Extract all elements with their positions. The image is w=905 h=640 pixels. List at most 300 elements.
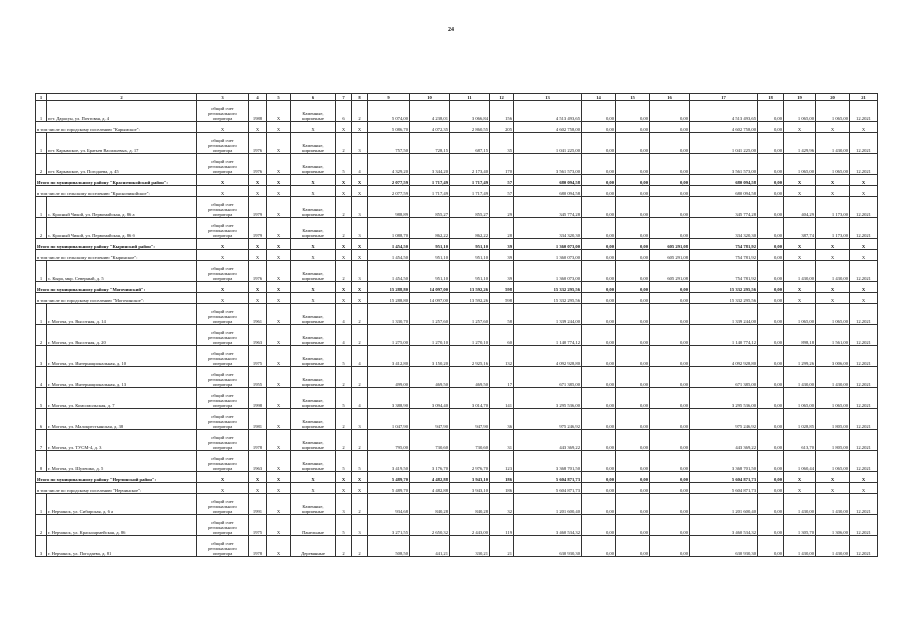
table-cell: 1	[36, 261, 47, 282]
table-cell: 1 065,00	[784, 304, 816, 325]
table-cell: 4 329,20	[368, 154, 410, 175]
subtotal-cell: X	[267, 293, 291, 304]
subtotal-cell: X	[249, 250, 267, 261]
capital-repair-table	[35, 93, 878, 557]
table-cell: 12.2021	[850, 261, 878, 282]
table-cell: 12.2021	[850, 133, 878, 154]
table-cell: 12.2021	[850, 409, 878, 430]
table-cell: 3 094,40	[410, 388, 450, 409]
table-cell: X	[267, 261, 291, 282]
table-cell: 2	[336, 409, 352, 430]
column-number-cell: 10	[410, 94, 450, 101]
table-cell: X	[267, 346, 291, 367]
table-cell: 0,00	[650, 197, 690, 218]
table-cell: Каменные, кирпичные	[291, 218, 336, 239]
table-cell: 0,00	[582, 218, 616, 239]
subtotal-cell: X	[197, 472, 249, 483]
table-cell: 0,00	[616, 304, 650, 325]
table-cell: 8	[36, 451, 47, 472]
table-cell: 0,00	[616, 451, 650, 472]
subtotal-cell: X	[352, 250, 368, 261]
address-cell: г. Могоча, ул. ТУСМ-4, д. 3	[47, 430, 197, 451]
table-cell: 5	[336, 154, 352, 175]
table-cell: 1978	[249, 430, 267, 451]
table-cell: 1 305,70	[784, 515, 816, 536]
column-number-cell: 3	[197, 94, 249, 101]
address-cell: г. Могоча, ул. Высотная, д. 20	[47, 325, 197, 346]
subtotal-cell: 1 717,49	[410, 175, 450, 186]
table-cell: общий счет регионального оператора	[197, 346, 249, 367]
table-cell: X	[267, 409, 291, 430]
table-cell: 0,00	[758, 304, 784, 325]
table-cell: 1976	[249, 261, 267, 282]
table-cell: 0,00	[650, 536, 690, 557]
table-cell: 441,21	[410, 536, 450, 557]
table-cell: 0,00	[582, 133, 616, 154]
table-cell: 0,00	[616, 409, 650, 430]
subtotal-cell: 5 489,70	[368, 472, 410, 483]
house-row	[36, 218, 878, 239]
table-cell: 0,00	[582, 388, 616, 409]
table-cell: 947,90	[450, 409, 490, 430]
table-cell: 1 339 244,00	[690, 304, 758, 325]
table-cell: 1 430,00	[784, 261, 816, 282]
subtotal-cell: 0,00	[650, 472, 690, 483]
column-number-cell: 17	[690, 94, 758, 101]
table-cell: 5	[352, 451, 368, 472]
table-cell: 0,00	[616, 133, 650, 154]
table-cell: 1 430,00	[816, 133, 850, 154]
table-cell: 0,00	[650, 133, 690, 154]
column-number-cell: 8	[352, 94, 368, 101]
subtotal-cell: X	[249, 293, 267, 304]
subtotal-cell: 14 097,00	[410, 293, 450, 304]
table-cell: 1 065,00	[784, 388, 816, 409]
subtotal-cell: 5 604 871,73	[690, 472, 758, 483]
house-row	[36, 430, 878, 451]
table-cell: 1 173,00	[816, 197, 850, 218]
subtotal-cell: 1 360 073,00	[514, 239, 582, 250]
table-cell: 862,22	[450, 218, 490, 239]
table-cell: 4	[336, 325, 352, 346]
table-cell: 1 047,90	[368, 409, 410, 430]
table-cell: Каменные, кирпичные	[291, 430, 336, 451]
subtotal-cell: 680 094,58	[690, 186, 758, 197]
table-cell: 31	[490, 430, 514, 451]
address-cell: г. Нерчинск, ул. Сибирская, д. 6 а	[47, 494, 197, 515]
subtotal-cell: X	[816, 250, 850, 261]
table-cell: 12.2021	[850, 304, 878, 325]
table-cell: 934,68	[368, 494, 410, 515]
subtotal-cell: X	[850, 175, 878, 186]
table-cell: 0,00	[758, 218, 784, 239]
subtotal-label: в том числе по городскому поселению "Могочинское":	[36, 293, 197, 304]
table-cell: 0,00	[650, 325, 690, 346]
table-cell: X	[267, 515, 291, 536]
table-cell: 1 065,00	[816, 154, 850, 175]
address-cell: пгт. Дарасун, ул. Почтовая, д. 4	[47, 101, 197, 122]
table-cell: общий счет регионального оператора	[197, 154, 249, 175]
table-cell: 3	[352, 218, 368, 239]
table-cell: 1 041 225,00	[690, 133, 758, 154]
table-cell: 0,00	[616, 101, 650, 122]
table-cell: 345 774,28	[690, 197, 758, 218]
table-cell: 2 925,16	[450, 346, 490, 367]
table-cell: 951,10	[410, 261, 450, 282]
house-row	[36, 261, 878, 282]
table-cell: 12.2021	[850, 154, 878, 175]
table-cell: 334 320,30	[514, 218, 582, 239]
column-number-cell: 15	[616, 94, 650, 101]
table-cell: 1 065,00	[816, 101, 850, 122]
table-cell: 1 065,00	[816, 451, 850, 472]
subtotal-cell: 15 332 295,56	[690, 293, 758, 304]
table-cell: 1991	[249, 494, 267, 515]
house-row	[36, 515, 878, 536]
table-cell: 1979	[249, 197, 267, 218]
subtotal-cell: X	[291, 175, 336, 186]
address-cell: г. Могоча, ул. Высотная, д. 14	[47, 304, 197, 325]
table-cell: 3 066,84	[450, 101, 490, 122]
table-cell: 3 271,55	[368, 515, 410, 536]
table-cell: 1	[36, 197, 47, 218]
table-cell: 3 460 534,32	[690, 515, 758, 536]
table-cell: 1 140 774,12	[690, 325, 758, 346]
subtotal-cell: X	[249, 483, 267, 494]
table-cell: 0,00	[582, 325, 616, 346]
table-cell: 5	[36, 388, 47, 409]
table-cell: 2	[336, 133, 352, 154]
subtotal-cell: X	[267, 472, 291, 483]
table-cell: 1998	[249, 388, 267, 409]
table-cell: общий счет регионального оператора	[197, 101, 249, 122]
table-cell: 3 176,70	[410, 451, 450, 472]
table-cell: 1	[36, 101, 47, 122]
table-cell: 0,00	[616, 197, 650, 218]
subtotal-cell: X	[784, 293, 816, 304]
table-cell: 0,00	[758, 133, 784, 154]
table-cell: 730,60	[410, 430, 450, 451]
subtotal-cell: X	[291, 250, 336, 261]
subtotal-cell: X	[784, 472, 816, 483]
table-cell: 1 299,26	[784, 346, 816, 367]
table-cell: 2 443,00	[450, 515, 490, 536]
table-cell: 0,00	[758, 536, 784, 557]
subtotal-cell: 57	[490, 175, 514, 186]
subtotal-cell: X	[850, 186, 878, 197]
subtotal-cell: 1 717,49	[450, 175, 490, 186]
subtotal-cell: 13 592,26	[450, 293, 490, 304]
table-cell: 12.2021	[850, 197, 878, 218]
subtotal-cell: 0,00	[650, 186, 690, 197]
table-cell: 0,00	[758, 515, 784, 536]
house-row	[36, 346, 878, 367]
table-cell: общий счет регионального оператора	[197, 430, 249, 451]
table-cell: 7	[36, 430, 47, 451]
table-cell: 1975	[249, 515, 267, 536]
subtotal-cell: X	[249, 186, 267, 197]
table-cell: 0,00	[758, 367, 784, 388]
subtotal-cell: 0,00	[758, 483, 784, 494]
table-cell: 3 295 536,00	[690, 388, 758, 409]
subtotal-cell: 951,10	[450, 239, 490, 250]
table-cell: 508,50	[368, 536, 410, 557]
table-cell: Каменные, кирпичные	[291, 388, 336, 409]
table-cell: X	[267, 388, 291, 409]
table-cell: 0,00	[650, 101, 690, 122]
table-cell: 330,21	[450, 536, 490, 557]
table-cell: 0,00	[616, 388, 650, 409]
subtotal-cell: 0,00	[650, 175, 690, 186]
subtotal-cell: X	[249, 239, 267, 250]
subtotal-cell: 605 291,08	[650, 239, 690, 250]
table-cell: общий счет регионального оператора	[197, 388, 249, 409]
subtotal-cell: 0,00	[758, 250, 784, 261]
house-row	[36, 451, 878, 472]
subtotal-cell: 0,00	[650, 122, 690, 133]
subtotal-cell: X	[267, 250, 291, 261]
table-cell: 2	[336, 197, 352, 218]
table-cell: Каменные, кирпичные	[291, 101, 336, 122]
table-cell: 1 430,00	[816, 494, 850, 515]
subtotal-cell: X	[352, 472, 368, 483]
table-cell: 0,00	[758, 346, 784, 367]
table-cell: 4 513 493,65	[690, 101, 758, 122]
subtotal-cell: 0,00	[582, 250, 616, 261]
table-cell: 2	[352, 101, 368, 122]
table-cell: 2	[36, 218, 47, 239]
table-cell: 334 320,30	[690, 218, 758, 239]
table-cell: 0,00	[582, 367, 616, 388]
subtotal-label: Итого по муниципальному району "Нерчинский район":	[36, 472, 197, 483]
table-cell: 0,00	[582, 346, 616, 367]
table-cell: 5	[336, 346, 352, 367]
house-row	[36, 536, 878, 557]
subtotal-label: Итого по муниципальному району "Кыринский район":	[36, 239, 197, 250]
subtotal-cell: X	[816, 472, 850, 483]
subtotal-cell: 0,00	[582, 483, 616, 494]
table-cell: 3	[36, 346, 47, 367]
subtotal-cell: X	[352, 122, 368, 133]
table-cell: 3	[352, 261, 368, 282]
subtotal-cell: X	[267, 282, 291, 293]
table-cell: 0,00	[650, 304, 690, 325]
subtotal-row	[36, 472, 878, 483]
house-row	[36, 154, 878, 175]
subtotal-cell: 605 291,08	[650, 250, 690, 261]
subtotal-cell: 57	[490, 186, 514, 197]
subtotal-cell: 951,10	[450, 250, 490, 261]
table-cell: 3 150,20	[410, 346, 450, 367]
table-cell: 1 360 073,00	[514, 261, 582, 282]
subtotal-cell: 0,00	[582, 186, 616, 197]
table-cell: 2	[352, 304, 368, 325]
table-cell: Деревянные	[291, 536, 336, 557]
table-cell: общий счет регионального оператора	[197, 409, 249, 430]
subtotal-cell: 0,00	[616, 472, 650, 483]
table-cell: 3 295 536,00	[514, 388, 582, 409]
subtotal-cell: 2 077,59	[368, 175, 410, 186]
subtotal-cell: 1 454,50	[368, 250, 410, 261]
table-cell: 1 430,00	[816, 367, 850, 388]
table-cell: 840,28	[410, 494, 450, 515]
table-cell: 4 238,01	[410, 101, 450, 122]
table-cell: 0,00	[758, 430, 784, 451]
subtotal-cell: X	[816, 293, 850, 304]
subtotal-cell: X	[352, 186, 368, 197]
subtotal-row	[36, 186, 878, 197]
address-cell: с. Красный Чикой, ул. Первомайская, д. 86 а	[47, 197, 197, 218]
table-cell: 32	[490, 494, 514, 515]
table-cell: 404,29	[784, 197, 816, 218]
subtotal-cell: X	[291, 472, 336, 483]
table-cell: 0,00	[616, 430, 650, 451]
table-cell: 1988	[249, 101, 267, 122]
column-number-cell: 11	[450, 94, 490, 101]
table-cell: 28	[490, 218, 514, 239]
subtotal-cell: 186	[490, 472, 514, 483]
address-cell: с. Кыра, мкр. Северный, д. 5	[47, 261, 197, 282]
table-cell: 1 201 600,40	[514, 494, 582, 515]
table-cell: 0,00	[650, 409, 690, 430]
table-cell: 132	[490, 346, 514, 367]
table-cell: общий счет регионального оператора	[197, 304, 249, 325]
table-cell: 687,15	[450, 133, 490, 154]
table-cell: 0,00	[758, 494, 784, 515]
subtotal-cell: 598	[490, 282, 514, 293]
table-cell: 3	[36, 536, 47, 557]
table-cell: общий счет регионального оператора	[197, 367, 249, 388]
column-number-cell: 6	[291, 94, 336, 101]
table-cell: 58	[490, 304, 514, 325]
subtotal-cell: X	[352, 239, 368, 250]
table-cell: 1963	[249, 451, 267, 472]
subtotal-cell: X	[291, 483, 336, 494]
subtotal-cell: 39	[490, 250, 514, 261]
table-cell: 2	[352, 536, 368, 557]
table-cell: общий счет регионального оператора	[197, 133, 249, 154]
table-cell: 2	[352, 367, 368, 388]
subtotal-cell: 0,00	[758, 186, 784, 197]
table-cell: 3 006,00	[816, 346, 850, 367]
table-cell: 4 092 928,80	[514, 346, 582, 367]
table-cell: 1 173,00	[816, 218, 850, 239]
table-cell: 1 088,70	[368, 218, 410, 239]
address-cell: с. Красный Чикой, ул. Первомайская, д. 86 б	[47, 218, 197, 239]
subtotal-cell: 0,00	[758, 122, 784, 133]
subtotal-cell: 15 288,80	[368, 293, 410, 304]
column-number-cell: 19	[784, 94, 816, 101]
table-cell: 21	[490, 536, 514, 557]
subtotal-cell: 0,00	[616, 483, 650, 494]
subtotal-cell: X	[336, 239, 352, 250]
subtotal-cell: X	[291, 186, 336, 197]
subtotal-cell: X	[336, 122, 352, 133]
table-cell: 951,10	[450, 261, 490, 282]
table-cell: 3 419,50	[368, 451, 410, 472]
house-row	[36, 325, 878, 346]
subtotal-cell: X	[336, 282, 352, 293]
table-cell: 1981	[249, 409, 267, 430]
subtotal-cell: X	[816, 483, 850, 494]
subtotal-cell: X	[249, 175, 267, 186]
table-cell: 3 014,70	[450, 388, 490, 409]
table-cell: 754 781,92	[690, 261, 758, 282]
subtotal-row	[36, 239, 878, 250]
subtotal-cell: X	[850, 250, 878, 261]
subtotal-row	[36, 282, 878, 293]
subtotal-cell: X	[197, 250, 249, 261]
table-cell: 0,00	[616, 536, 650, 557]
table-cell: 12.2021	[850, 367, 878, 388]
table-cell: 947,90	[410, 409, 450, 430]
subtotal-cell: X	[267, 483, 291, 494]
table-cell: 1 257,60	[450, 304, 490, 325]
table-cell: X	[267, 536, 291, 557]
house-row	[36, 388, 878, 409]
column-number-cell: 20	[816, 94, 850, 101]
subtotal-cell: 15 332 295,56	[690, 282, 758, 293]
table-cell: 0,00	[616, 154, 650, 175]
subtotal-cell: 0,00	[582, 175, 616, 186]
subtotal-cell: X	[850, 483, 878, 494]
table-cell: 4	[36, 367, 47, 388]
table-cell: Каменные, кирпичные	[291, 451, 336, 472]
house-row	[36, 367, 878, 388]
subtotal-cell: X	[850, 293, 878, 304]
subtotal-cell: X	[249, 472, 267, 483]
table-cell: 2	[352, 494, 368, 515]
table-cell: 2	[336, 536, 352, 557]
table-cell: 0,00	[650, 218, 690, 239]
subtotal-row	[36, 250, 878, 261]
subtotal-cell: 0,00	[650, 293, 690, 304]
table-cell: 1 028,85	[784, 409, 816, 430]
subtotal-cell: 205	[490, 122, 514, 133]
table-cell: 1 561,00	[816, 325, 850, 346]
subtotal-cell: 0,00	[758, 239, 784, 250]
table-cell: общий счет регионального оператора	[197, 494, 249, 515]
table-cell: 6	[36, 409, 47, 430]
subtotal-cell: X	[784, 483, 816, 494]
column-number-cell: 14	[582, 94, 616, 101]
table-cell: 1 430,00	[784, 367, 816, 388]
subtotal-cell: 0,00	[616, 293, 650, 304]
table-cell: 0,00	[616, 261, 650, 282]
address-cell: г. Могоча, ул. Шулешко, д. 5	[47, 451, 197, 472]
subtotal-cell: 13 592,26	[450, 282, 490, 293]
table-body	[36, 94, 878, 557]
subtotal-cell: X	[850, 472, 878, 483]
address-cell: пгт. Карымское, ул. Братьев Васильевых, д. 17	[47, 133, 197, 154]
subtotal-cell: 0,00	[616, 175, 650, 186]
table-cell: X	[267, 494, 291, 515]
subtotal-cell: X	[336, 186, 352, 197]
table-cell: 4	[352, 388, 368, 409]
table-cell: 0,00	[582, 515, 616, 536]
subtotal-label: в том числе по городскому поселению "Нерчинское":	[36, 483, 197, 494]
table-cell: 443 369,22	[514, 430, 582, 451]
table-cell: 12.2021	[850, 430, 878, 451]
table-cell: 2	[336, 218, 352, 239]
table-cell: 630 930,30	[690, 536, 758, 557]
table-cell: X	[267, 367, 291, 388]
column-number-cell: 21	[850, 94, 878, 101]
subtotal-cell: 0,00	[582, 472, 616, 483]
column-number-cell: 1	[36, 94, 47, 101]
table-cell: 898,18	[784, 325, 816, 346]
table-cell: 3 412,80	[368, 346, 410, 367]
